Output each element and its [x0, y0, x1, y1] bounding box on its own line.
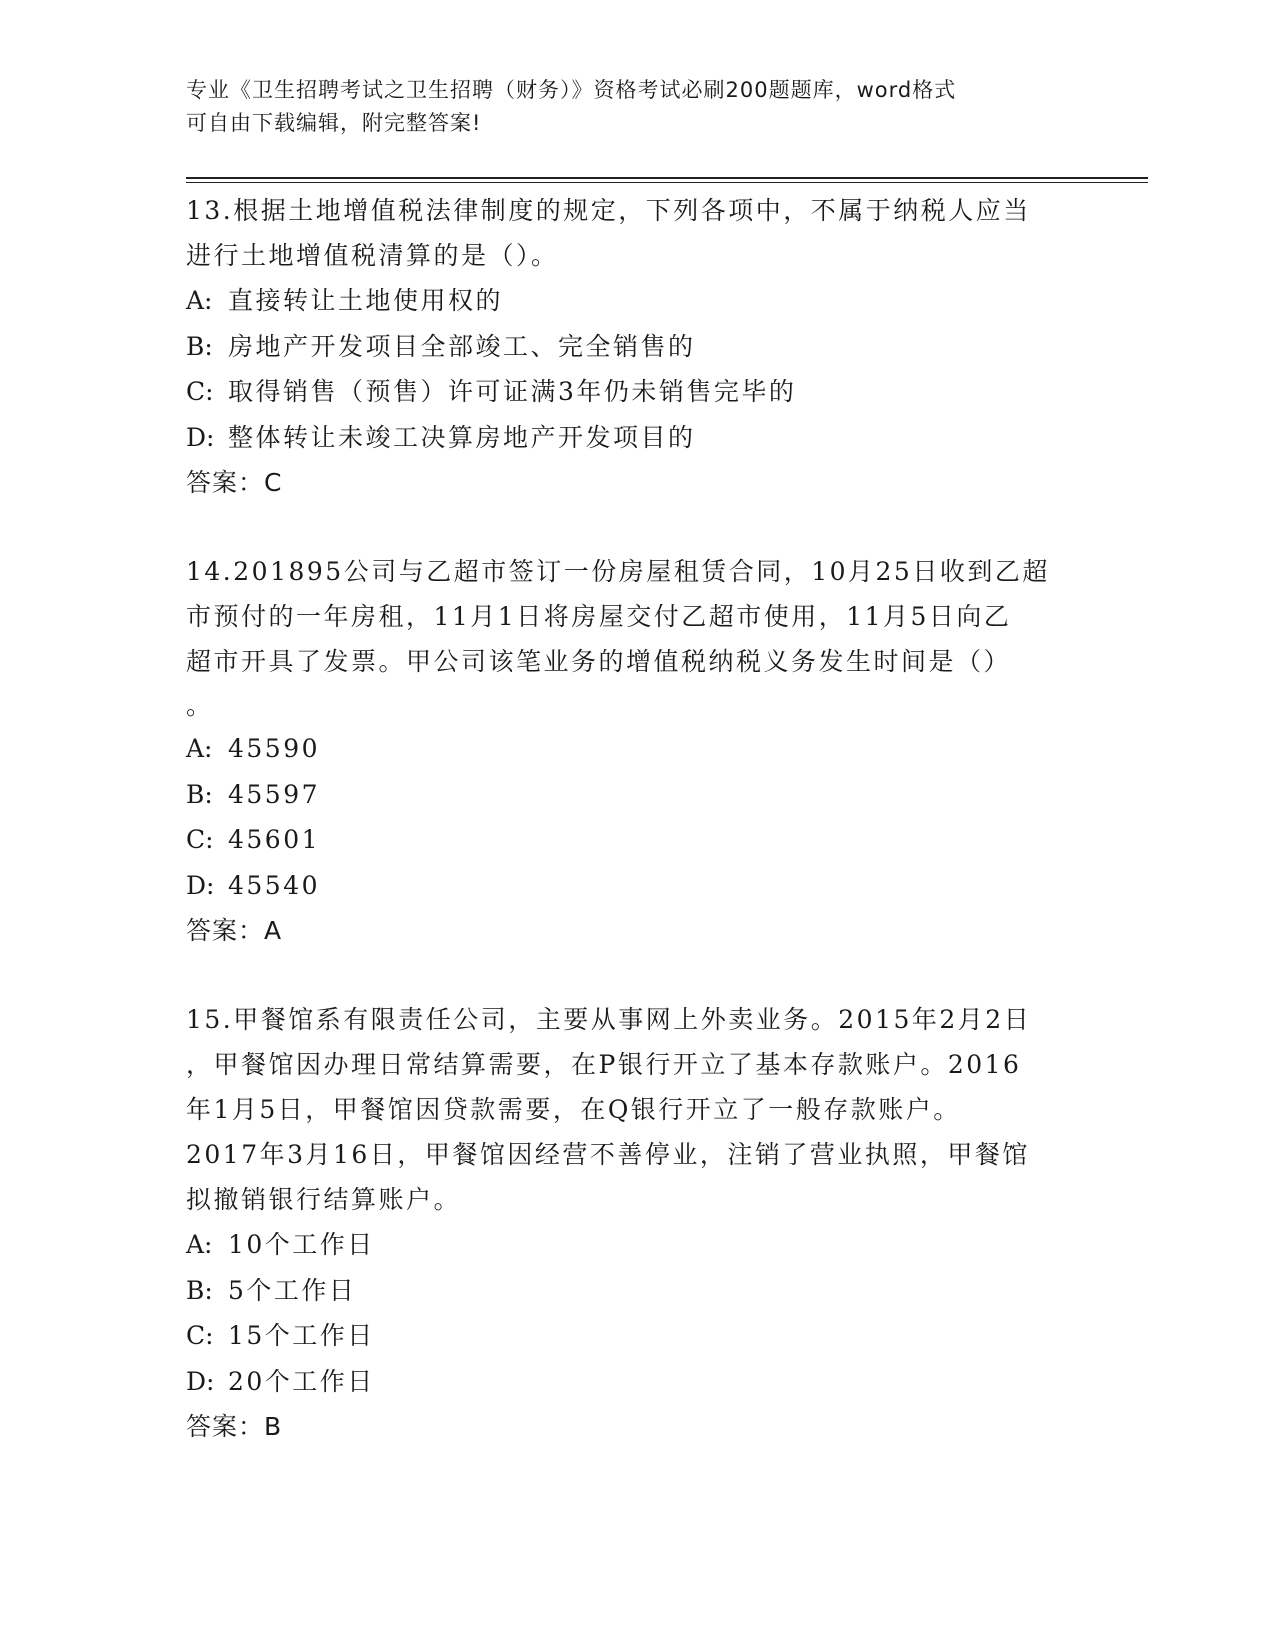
- option-text: 45597: [228, 779, 321, 809]
- option-text: 15个工作日: [228, 1321, 375, 1350]
- option-letter: A:: [186, 1230, 213, 1259]
- option-letter: B:: [186, 331, 213, 361]
- answer-label: 答案：B: [186, 1412, 283, 1441]
- option-letter: C:: [186, 377, 214, 406]
- question-list: [186, 188, 1126, 1449]
- stem-line: ，甲餐馆因办理日常结算需要，在P银行开立了基本存款账户。2016: [186, 1050, 1022, 1079]
- question-14: [186, 549, 1126, 953]
- answer-label: 答案：C: [186, 468, 283, 497]
- header-divider-thick: [186, 177, 1148, 179]
- header-line-2: 可自由下载编辑，附完整答案!: [186, 111, 482, 135]
- option-text: 整体转让未竣工决算房地产开发项目的: [228, 422, 696, 452]
- option-letter: D:: [186, 870, 215, 900]
- option-a: [186, 278, 1126, 324]
- option-text: 5个工作日: [228, 1275, 357, 1305]
- option-a: [186, 726, 1126, 772]
- option-b: [186, 1268, 1126, 1314]
- option-d: [186, 415, 1126, 461]
- option-b: [186, 324, 1126, 370]
- header-divider-thin: [186, 182, 1148, 183]
- question-stem: [186, 549, 1126, 726]
- stem-line: 。: [186, 691, 214, 720]
- option-letter: A:: [186, 286, 213, 315]
- option-letter: C:: [186, 1321, 214, 1350]
- option-text: 45601: [228, 825, 321, 854]
- question-15: [186, 997, 1126, 1449]
- option-text: 45590: [228, 734, 321, 763]
- answer-label: 答案：A: [186, 916, 283, 945]
- option-c: [186, 817, 1126, 863]
- option-text: 45540: [228, 870, 321, 900]
- option-letter: B:: [186, 1275, 213, 1305]
- option-text: 20个工作日: [228, 1366, 375, 1396]
- stem-line: 14.201895公司与乙超市签订一份房屋租赁合同，10月25日收到乙超: [186, 557, 1050, 586]
- stem-line: 市预付的一年房租，11月1日将房屋交付乙超市使用，11月5日向乙: [186, 602, 1012, 631]
- option-d: [186, 1359, 1126, 1405]
- option-b: [186, 772, 1126, 818]
- stem-line: 超市开具了发票。甲公司该笔业务的增值税纳税义务发生时间是（）: [186, 647, 1012, 676]
- question-stem: [186, 188, 1126, 278]
- question-stem: [186, 997, 1126, 1222]
- option-letter: D:: [186, 1366, 215, 1396]
- stem-line: 年1月5日，甲餐馆因贷款需要，在Q银行开立了一般存款账户。: [186, 1095, 961, 1124]
- stem-line: 2017年3月16日，甲餐馆因经营不善停业，注销了营业执照，甲餐馆: [186, 1140, 1030, 1169]
- stem-line: 13.根据土地增值税法律制度的规定，下列各项中，不属于纳税人应当: [186, 196, 1031, 225]
- option-letter: D:: [186, 422, 215, 452]
- stem-line: 拟撤销银行结算账户。: [186, 1185, 462, 1214]
- option-c: [186, 1313, 1126, 1359]
- option-d: [186, 863, 1126, 909]
- option-letter: C:: [186, 825, 214, 854]
- option-c: [186, 369, 1126, 415]
- option-text: 10个工作日: [228, 1230, 375, 1259]
- option-text: 取得销售（预售）许可证满3年仍未销售完毕的: [228, 377, 797, 406]
- option-text: 直接转让土地使用权的: [228, 286, 504, 315]
- stem-line: 进行土地增值税清算的是（）。: [186, 241, 559, 270]
- option-a: [186, 1222, 1126, 1268]
- header-line-1: 专业《卫生招聘考试之卫生招聘（财务）》资格考试必刷200题题库，word格式: [186, 78, 957, 102]
- option-letter: B:: [186, 779, 213, 809]
- stem-line: 15.甲餐馆系有限责任公司，主要从事网上外卖业务。2015年2月2日: [186, 1005, 1032, 1034]
- option-letter: A:: [186, 734, 213, 763]
- document-header: [186, 74, 1086, 140]
- question-13: [186, 188, 1126, 505]
- option-text: 房地产开发项目全部竣工、完全销售的: [228, 331, 696, 361]
